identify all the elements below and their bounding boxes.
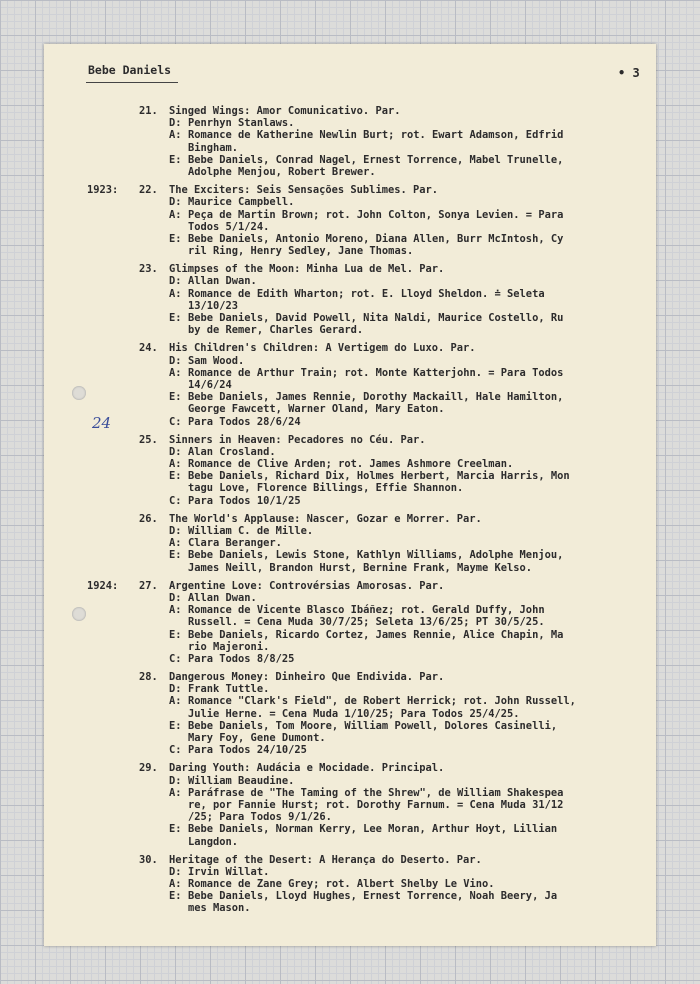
credit-text: Romance de Clive Arden; rot. James Ashmore Creelman. xyxy=(188,458,514,471)
credit-text: mes Mason. xyxy=(188,902,251,915)
page-number: • 3 xyxy=(618,66,640,80)
credit-text: Bingham. xyxy=(188,141,239,154)
entry-title: Dangerous Money: Dinheiro Que Endivida. Par. xyxy=(169,671,445,684)
filmography-entry xyxy=(44,434,656,507)
credit-text: Julie Herne. = Cena Muda 1/10/25; Para Todos 25/4/25. xyxy=(188,707,520,720)
credit-label: A: xyxy=(169,695,182,708)
credit-text: Bebe Daniels, Conrad Nagel, Ernest Torrence, Mabel Trunelle, xyxy=(188,153,564,166)
credit-text: Bebe Daniels, Antonio Moreno, Diana Allen, Burr McIntosh, Cy xyxy=(188,232,564,245)
credit-text: Bebe Daniels, Tom Moore, William Powell, Dolores Casinelli, xyxy=(188,719,558,732)
document-page xyxy=(44,44,656,946)
credit-label: A: xyxy=(169,786,182,799)
handwritten-margin-note: 24 xyxy=(92,414,112,432)
credit-label: D: xyxy=(169,525,182,537)
entry-number: 21. xyxy=(139,105,158,117)
credit-text: Para Todos 24/10/25 xyxy=(188,744,307,757)
credit-text: Russell. = Cena Muda 30/7/25; Seleta 13/6/25; PT 30/5/25. xyxy=(188,616,545,629)
credit-text: Bebe Daniels, Lewis Stone, Kathlyn Williams, Adolphe Menjou, xyxy=(188,549,564,562)
credit-text: re, por Fannie Hurst; rot. Dorothy Farnum. = Cena Muda 31/12 xyxy=(188,798,564,811)
entry-title: Sinners in Heaven: Pecadores no Céu. Par. xyxy=(169,433,426,446)
credit-label: D: xyxy=(169,683,182,696)
credit-label: A: xyxy=(169,287,182,300)
entry-number: 29. xyxy=(139,762,158,775)
credit-label: D: xyxy=(169,275,182,288)
credit-text: Bebe Daniels, James Rennie, Dorothy Mackaill, Hale Hamilton, xyxy=(188,391,564,404)
page-header-name: Bebe Daniels xyxy=(88,63,172,77)
credit-text: Clara Beranger. xyxy=(188,537,282,550)
credit-label: E: xyxy=(169,232,182,245)
credit-text: Allan Dwan. xyxy=(188,591,257,604)
entry-number: 25. xyxy=(139,433,158,446)
credit-label: C: xyxy=(169,415,182,428)
filmography-entry xyxy=(44,671,656,756)
credit-text: Allan Dwan. xyxy=(188,275,257,288)
credit-text: George Fawcett, Warner Oland, Mary Eaton. xyxy=(188,403,445,416)
entry-year: 1924: xyxy=(87,579,119,592)
credit-text: Alan Crosland. xyxy=(188,445,276,458)
credit-text: tagu Love, Florence Billings, Effie Shannon. xyxy=(188,482,464,495)
credit-label: D: xyxy=(169,774,182,787)
credit-label: A: xyxy=(169,458,182,471)
entry-number: 26. xyxy=(139,512,158,525)
filmography-entry xyxy=(44,580,656,665)
credit-text: Sam Wood. xyxy=(188,354,245,367)
filmography-entry xyxy=(44,762,656,847)
credit-label: A: xyxy=(169,366,182,379)
credit-label: E: xyxy=(169,628,182,641)
credit-label: D: xyxy=(169,865,182,878)
credit-text: Bebe Daniels, Richard Dix, Holmes Herbert, Marcia Harris, Mon xyxy=(188,470,570,483)
credit-text: Langdon. xyxy=(188,835,239,848)
credit-text: Bebe Daniels, Norman Kerry, Lee Moran, Arthur Hoyt, Lillian xyxy=(188,823,558,836)
credit-label: E: xyxy=(169,312,182,324)
credit-label: D: xyxy=(169,354,182,367)
credit-label: D: xyxy=(169,117,182,130)
credit-label: D: xyxy=(169,196,182,209)
credit-text: Mary Foy, Gene Dumont. xyxy=(188,732,326,744)
credit-label: C: xyxy=(169,494,182,507)
credit-text: Para Todos 8/8/25 xyxy=(188,652,295,665)
credit-text: ril Ring, Henry Sedley, Jane Thomas. xyxy=(188,245,414,258)
entry-title: The World's Applause: Nascer, Gozar e Morrer. Par. xyxy=(169,512,482,525)
credit-text: Frank Tuttle. xyxy=(188,683,270,696)
credit-text: Peça de Martin Brown; rot. John Colton, Sonya Levien. = Para xyxy=(188,208,564,221)
credit-text: /25; Para Todos 9/1/26. xyxy=(188,811,332,824)
filmography-entry xyxy=(44,263,656,336)
credit-label: E: xyxy=(169,719,182,732)
credit-text: rio Majeroni. xyxy=(188,640,270,653)
filmography-entry xyxy=(44,105,656,178)
credit-label: E: xyxy=(169,823,182,836)
entry-number: 30. xyxy=(139,853,158,866)
credit-text: Romance de Edith Wharton; rot. E. Lloyd Sheldon. ≐ Seleta xyxy=(188,287,545,300)
credit-label: E: xyxy=(169,549,182,562)
filmography-entry xyxy=(44,342,656,427)
entry-number: 22. xyxy=(139,184,158,197)
credit-label: E: xyxy=(169,153,182,166)
credit-text: Para Todos 28/6/24 xyxy=(188,415,301,428)
credit-text: William Beaudine. xyxy=(188,774,295,787)
header-underline xyxy=(86,82,178,83)
entry-title: The Exciters: Seis Sensações Sublimes. Par. xyxy=(169,184,438,197)
credit-text: Romance de Arthur Train; rot. Monte Katterjohn. = Para Todos xyxy=(188,366,564,379)
entry-title: Glimpses of the Moon: Minha Lua de Mel. Par. xyxy=(169,263,445,276)
credit-text: Adolphe Menjou, Robert Brewer. xyxy=(188,165,376,178)
credit-text: Romance "Clark's Field", de Robert Herrick; rot. John Russell, xyxy=(188,695,576,708)
entry-title: Daring Youth: Audácia e Mocidade. Principal. xyxy=(169,762,445,775)
entry-number: 24. xyxy=(139,342,158,355)
credit-label: A: xyxy=(169,129,182,142)
credit-text: 13/10/23 xyxy=(188,299,239,312)
entry-title: Argentine Love: Controvérsias Amorosas. Par. xyxy=(169,579,445,592)
filmography-entry xyxy=(44,854,656,915)
credit-label: D: xyxy=(169,445,182,458)
credit-text: 14/6/24 xyxy=(188,378,232,391)
entry-title: His Children's Children: A Vertigem do Luxo. Par. xyxy=(169,342,476,355)
credit-text: Irvin Willat. xyxy=(188,865,270,878)
credit-text: Todos 5/1/24. xyxy=(188,220,270,233)
credit-label: A: xyxy=(169,537,182,550)
credit-label: A: xyxy=(169,604,182,617)
credit-label: C: xyxy=(169,744,182,757)
entry-title: Singed Wings: Amor Comunicativo. Par. xyxy=(169,105,401,117)
credit-label: A: xyxy=(169,208,182,221)
credit-text: James Neill, Brandon Hurst, Bernine Frank, Mayme Kelso. xyxy=(188,561,533,574)
credit-text: Bebe Daniels, David Powell, Nita Naldi, Maurice Costello, Ru xyxy=(188,312,564,324)
credit-text: Bebe Daniels, Lloyd Hughes, Ernest Torrence, Noah Beery, Ja xyxy=(188,890,558,903)
credit-label: E: xyxy=(169,470,182,483)
credit-text: by de Remer, Charles Gerard. xyxy=(188,324,364,337)
entry-number: 23. xyxy=(139,263,158,276)
entry-number: 27. xyxy=(139,579,158,592)
filmography-list xyxy=(44,105,656,921)
credit-text: Romance de Katherine Newlin Burt; rot. Ewart Adamson, Edfrid xyxy=(188,129,564,142)
credit-text: Maurice Campbell. xyxy=(188,196,295,209)
credit-text: Para Todos 10/1/25 xyxy=(188,494,301,507)
credit-label: C: xyxy=(169,652,182,665)
credit-label: A: xyxy=(169,878,182,891)
credit-text: William C. de Mille. xyxy=(188,525,314,537)
filmography-entry xyxy=(44,184,656,257)
credit-text: Romance de Vicente Blasco Ibáñez; rot. Gerald Duffy, John xyxy=(188,604,545,617)
credit-text: Romance de Zane Grey; rot. Albert Shelby Le Vino. xyxy=(188,878,495,891)
credit-text: Penrhyn Stanlaws. xyxy=(188,117,295,130)
credit-label: E: xyxy=(169,890,182,903)
credit-text: Bebe Daniels, Ricardo Cortez, James Rennie, Alice Chapin, Ma xyxy=(188,628,564,641)
credit-label: D: xyxy=(169,591,182,604)
entry-year: 1923: xyxy=(87,184,119,197)
entry-title: Heritage of the Desert: A Herança do Deserto. Par. xyxy=(169,853,482,866)
credit-label: E: xyxy=(169,391,182,404)
credit-text: Paráfrase de "The Taming of the Shrew", de William Shakespea xyxy=(188,786,564,799)
filmography-entry xyxy=(44,513,656,574)
entry-number: 28. xyxy=(139,671,158,684)
